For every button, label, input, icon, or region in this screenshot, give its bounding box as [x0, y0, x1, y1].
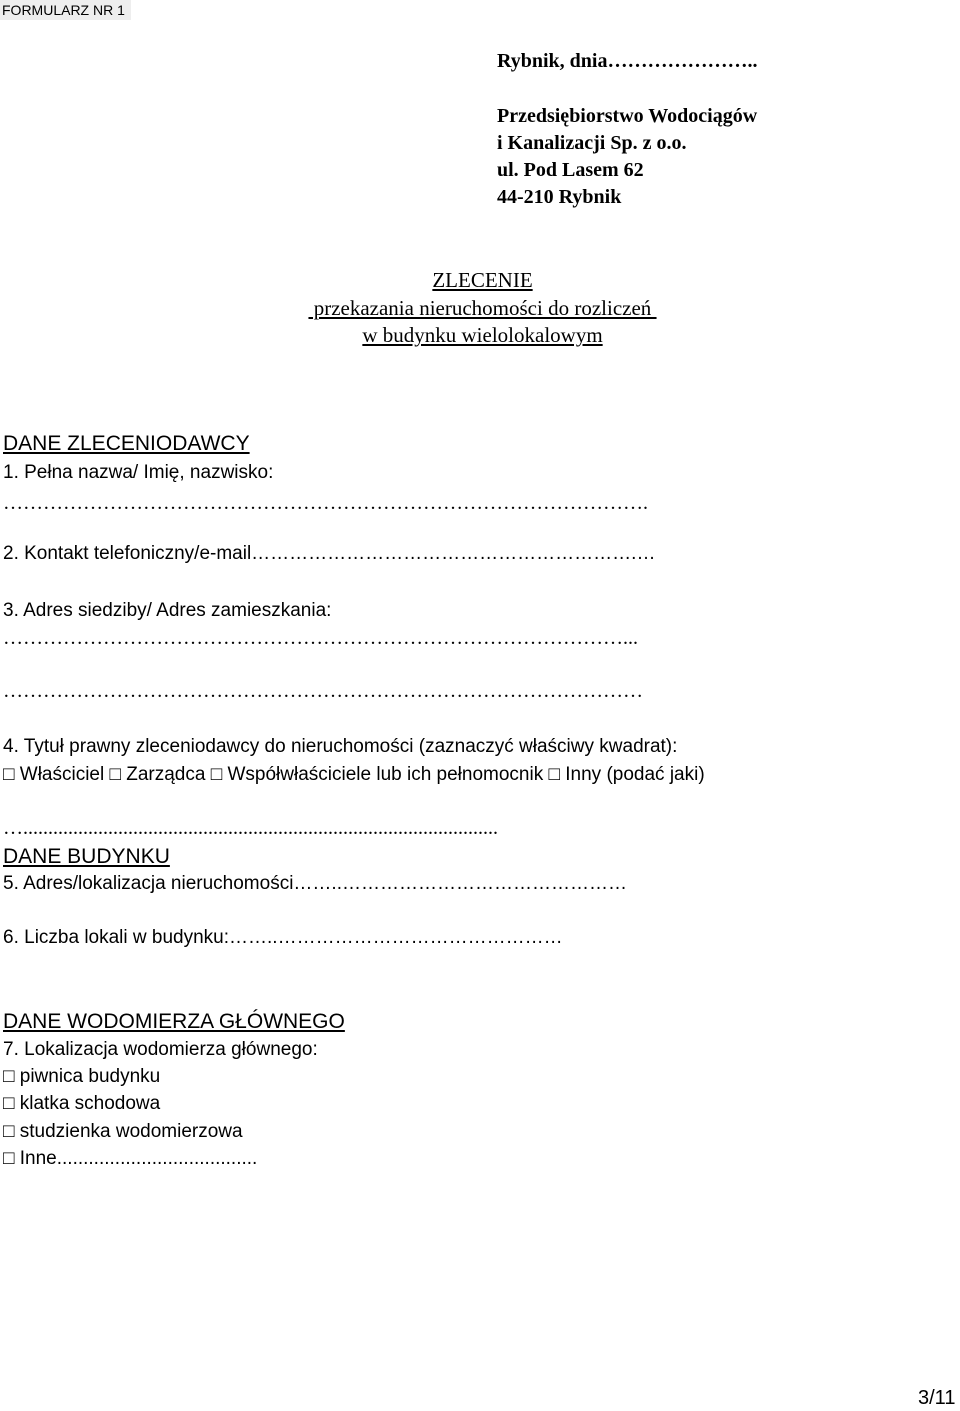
recipient-line3: ul. Pod Lasem 62	[497, 159, 644, 181]
q7-label: 7. Lokalizacja wodomierza głównego:	[3, 1039, 318, 1060]
meter-option-other: □ Inne......................................	[3, 1148, 258, 1169]
recipient-line1: Przedsiębiorstwo Wodociągów	[497, 105, 758, 127]
recipient-line4: 44-210 Rybnik	[497, 186, 622, 208]
meter-option-basement: □ piwnica budynku	[3, 1066, 161, 1087]
section-client-heading: DANE ZLECENIODAWCY	[3, 432, 250, 455]
q5-label: 5. Adres/lokalizacja nieruchomości……..………………………………………	[3, 873, 627, 894]
q2-label: 2. Kontakt telefoniczny/e-mail…………………………………………………….…	[3, 543, 656, 564]
q6-label: 6. Liczba lokali w budynku:……..………………………………………	[3, 927, 563, 948]
section-meter-heading: DANE WODOMIERZA GŁÓWNEGO	[3, 1010, 345, 1033]
title-subtitle-2: w budynku wielolokalowym	[362, 323, 603, 347]
q4-label: 4. Tytuł prawny zleceniodawcy do nieruchomości (zaznaczyć właściwy kwadrat):	[3, 736, 678, 757]
form-number-tag: FORMULARZ NR 1	[0, 0, 131, 20]
q1-fill: …………………………………………………………………………………….	[3, 492, 648, 514]
q3-fill-2: ……………………………………………………………………………………	[3, 680, 643, 702]
recipient-line2: i Kanalizacji Sp. z o.o.	[497, 132, 687, 154]
title-subtitle: przekazania nieruchomości do rozliczeń	[308, 296, 657, 320]
q1-label: 1. Pełna nazwa/ Imię, nazwisko:	[3, 462, 274, 483]
q4-options: □ Właściciel □ Zarządca □ Współwłaściciele lub ich pełnomocnik □ Inny (podać jaki)	[3, 764, 705, 785]
place-date: Rybnik, dnia…………………..	[497, 50, 758, 72]
q4-fill: …...............................................................................................	[3, 817, 498, 839]
page-number: 3/11	[918, 1387, 956, 1409]
section-building-heading: DANE BUDYNKU	[3, 845, 170, 868]
title-main: ZLECENIE	[432, 268, 533, 292]
meter-option-well: □ studzienka wodomierzowa	[3, 1121, 243, 1142]
meter-option-staircase: □ klatka schodowa	[3, 1093, 161, 1114]
q3-label: 3. Adres siedziby/ Adres zamieszkania:	[3, 600, 332, 621]
q3-fill-1: …………………………………………………………………………………...	[3, 627, 638, 649]
